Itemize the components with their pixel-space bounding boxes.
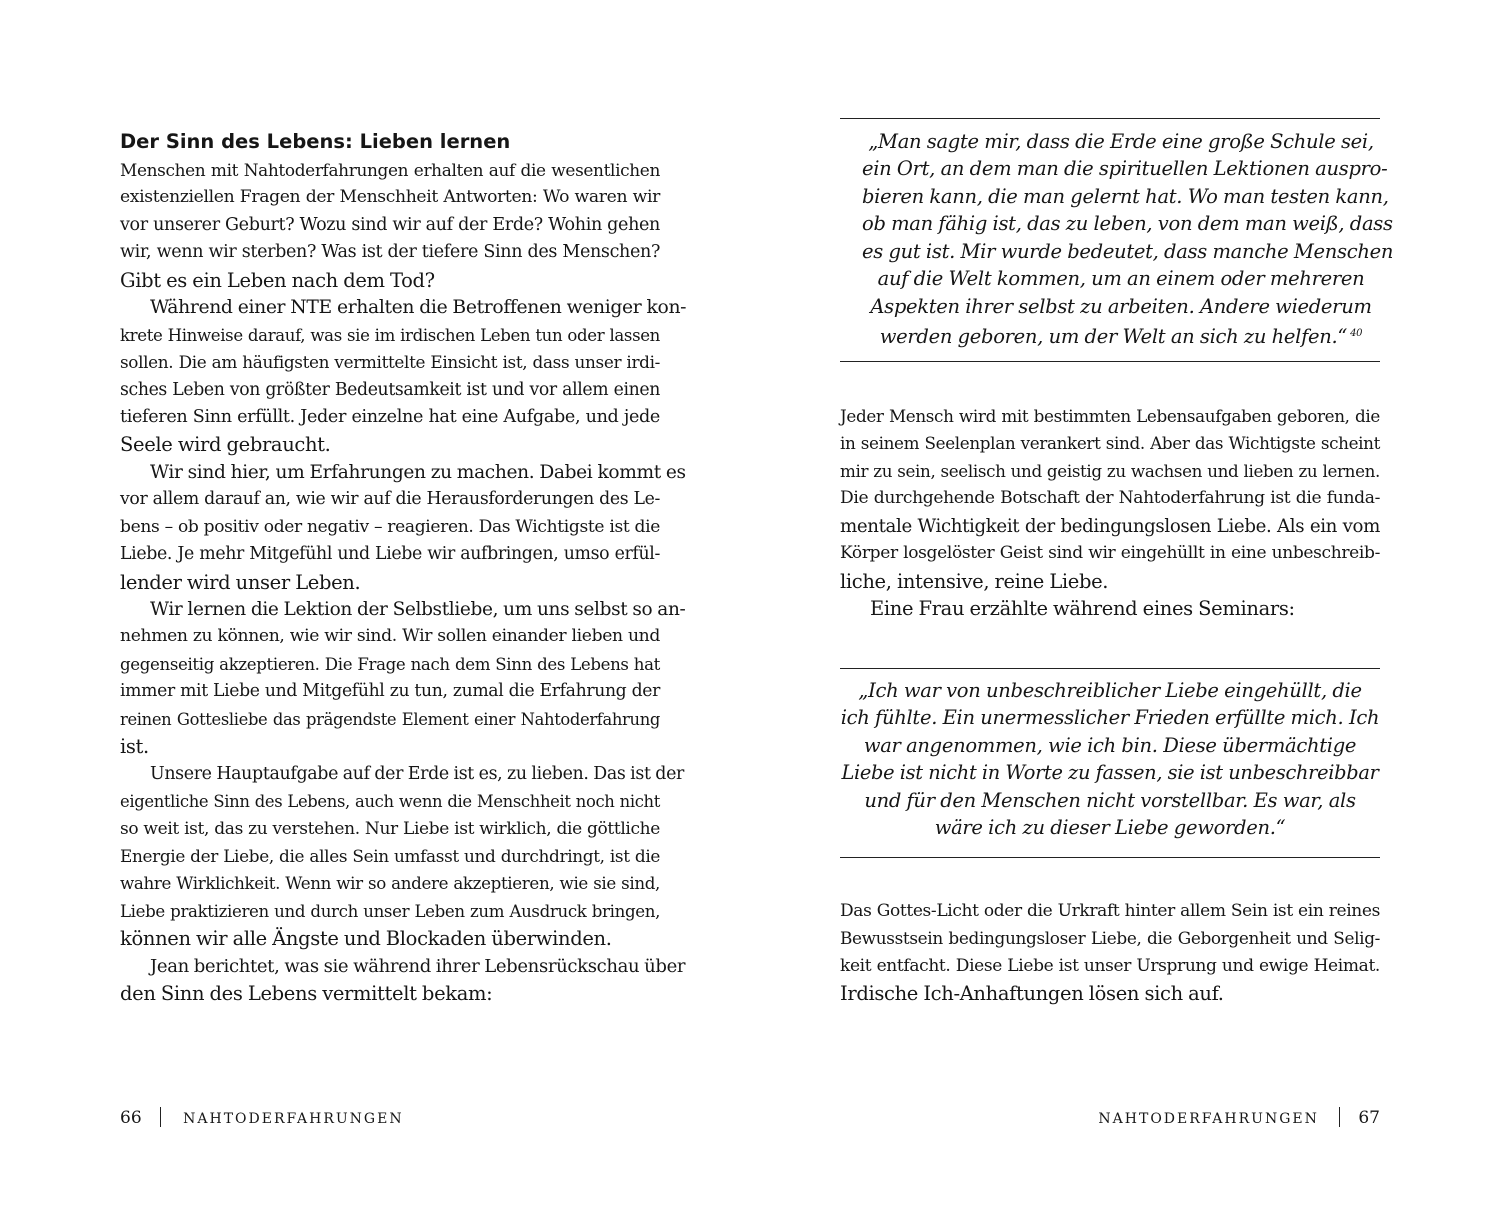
text-line: nehmen zu können, wie wir sind. Wir sollen einander lieben und bbox=[120, 626, 660, 647]
text-line: Irdische Ich-Anhaftungen lösen sich auf. bbox=[840, 982, 1224, 1006]
footer-divider bbox=[1339, 1107, 1341, 1127]
text-line: Wir lernen die Lektion der Selbstliebe, um uns selbst so an- bbox=[150, 599, 686, 620]
text-line: wir, wenn wir sterben? Was ist der tiefere Sinn des Menschen? bbox=[120, 242, 660, 263]
page-footer bbox=[1098, 1107, 1380, 1130]
text-line: Unsere Hauptaufgabe auf der Erde ist es, zu lieben. Das ist der bbox=[150, 763, 684, 784]
quote-line: ein Ort, an dem man die spirituellen Lektionen auspro- bbox=[862, 157, 1388, 181]
paragraph bbox=[840, 898, 1380, 1008]
text-line: Energie der Liebe, die alles Sein umfasst und durchdringt, ist die bbox=[120, 845, 660, 866]
text-line: mentale Wichtigkeit der bedingungslosen Liebe. Als ein vom bbox=[840, 515, 1380, 537]
block-quote bbox=[840, 118, 1394, 362]
text-line: gegenseitig akzeptieren. Die Frage nach dem Sinn des Lebens hat bbox=[120, 654, 660, 674]
paragraph bbox=[840, 595, 1380, 622]
quote-line-text: werden geboren, um der Welt an sich zu helfen.“ bbox=[879, 325, 1348, 349]
text-line: können wir alle Ängste und Blockaden überwinden. bbox=[120, 927, 612, 951]
text-line: Jeder Mensch wird mit bestimmten Lebensaufgaben geboren, die bbox=[840, 406, 1380, 426]
text-line: reinen Gottesliebe das prägendste Element einer Nahtoderfahrung bbox=[120, 709, 660, 729]
footer-divider bbox=[160, 1107, 162, 1127]
quote-text bbox=[840, 669, 1380, 842]
text-line: Liebe. Je mehr Mitgefühl und Liebe wir aufbringen, umso erfül- bbox=[120, 544, 660, 565]
text-line: vor allem darauf an, wie wir auf die Herausforderungen des Le- bbox=[120, 489, 660, 510]
text-line: krete Hinweise darauf, was sie im irdischen Leben tun oder lassen bbox=[120, 325, 660, 345]
text-line: bens – ob positiv oder negativ – reagieren. Das Wichtigste ist die bbox=[120, 516, 660, 537]
page-number: 67 bbox=[1358, 1108, 1380, 1128]
text-line: den Sinn des Lebens vermittelt bekam: bbox=[120, 982, 493, 1006]
paragraph bbox=[120, 953, 686, 1008]
page-number: 66 bbox=[120, 1108, 142, 1128]
running-head: NAHTODERFAHRUNGEN bbox=[1098, 1111, 1319, 1127]
right-body-text-1 bbox=[840, 403, 1380, 623]
text-line: Liebe praktizieren und durch unser Leben zum Ausdruck bringen, bbox=[120, 901, 660, 921]
quote-line: auf die Welt kommen, um an einem oder mehreren bbox=[877, 267, 1365, 291]
block-quote bbox=[840, 668, 1380, 858]
paragraph bbox=[120, 294, 687, 459]
section-heading: Der Sinn des Lebens: Lieben lernen bbox=[120, 130, 511, 153]
right-page bbox=[750, 0, 1500, 1230]
paragraph bbox=[120, 157, 660, 294]
text-line: Gibt es ein Leben nach dem Tod? bbox=[120, 268, 435, 292]
text-line: wahre Wirklichkeit. Wenn wir so andere akzeptieren, wie sie sind, bbox=[120, 874, 660, 894]
text-line: Wir sind hier, um Erfahrungen zu machen. Dabei kommt es bbox=[150, 461, 686, 483]
text-line: so weit ist, das zu verstehen. Nur Liebe ist wirklich, die göttliche bbox=[120, 818, 660, 839]
text-line: Bewusstsein bedingungsloser Liebe, die Geborgenheit und Selig- bbox=[840, 928, 1380, 949]
text-line: eigentliche Sinn des Lebens, auch wenn die Menschheit noch nicht bbox=[120, 792, 660, 812]
text-line: sches Leben von größter Bedeutsamkeit ist und vor allem einen bbox=[120, 379, 660, 400]
quote-line: Liebe ist nicht in Worte zu fassen, sie ist unbeschreibbar bbox=[841, 761, 1379, 785]
footnote-marker: 40 bbox=[1350, 328, 1363, 340]
left-body-text bbox=[120, 157, 687, 1008]
quote-line: es gut ist. Mir wurde bedeutet, dass manche Menschen bbox=[862, 239, 1394, 263]
text-line: vor unserer Geburt? Wozu sind wir auf der Erde? Wohin gehen bbox=[120, 214, 660, 235]
paragraph bbox=[840, 403, 1380, 595]
text-line: mir zu sein, seelisch und geistig zu wachsen und lieben zu lernen. bbox=[840, 460, 1380, 481]
text-line: lender wird unser Leben. bbox=[120, 570, 361, 594]
text-line: Körper losgelöster Geist sind wir eingehüllt in eine unbeschreib- bbox=[840, 543, 1380, 564]
text-line: Menschen mit Nahtoderfahrungen erhalten auf die wesentlichen bbox=[120, 160, 660, 180]
text-line: Jean berichtet, was sie während ihrer Lebensrückschau über bbox=[150, 955, 686, 977]
page-footer bbox=[120, 1107, 404, 1130]
text-line: ist. bbox=[120, 735, 149, 759]
quote-text bbox=[840, 119, 1394, 349]
text-line: keit entfacht. Diese Liebe ist unser Ursprung und ewige Heimat. bbox=[840, 955, 1380, 976]
text-line: Die durchgehende Botschaft der Nahtoderfahrung ist die funda- bbox=[840, 488, 1380, 509]
text-line: Während einer NTE erhalten die Betroffenen weniger kon- bbox=[150, 297, 687, 319]
quote-line-last bbox=[862, 320, 1380, 347]
text-line: in seinem Seelenplan verankert sind. Aber das Wichtigste scheint bbox=[840, 433, 1380, 454]
quote-line: bieren kann, die man gelernt hat. Wo man testen kann, bbox=[862, 184, 1389, 208]
quote-line: war angenommen, wie ich bin. Diese übermächtige bbox=[863, 733, 1357, 757]
quote-line: „Man sagte mir, dass die Erde eine große Schule sei, bbox=[868, 130, 1374, 153]
quote-line: ich fühlte. Ein unermesslicher Frieden erfüllte mich. Ich bbox=[840, 706, 1380, 730]
paragraph bbox=[120, 459, 686, 596]
paragraph bbox=[120, 596, 686, 761]
quote-line: „Ich war von unbeschreiblicher Liebe eingehüllt, die bbox=[858, 679, 1362, 702]
paragraph bbox=[120, 761, 684, 953]
text-line: sollen. Die am häufigsten vermittelte Einsicht ist, dass unser irdi- bbox=[120, 352, 660, 373]
text-line: tieferen Sinn erfüllt. Jeder einzelne hat eine Aufgabe, und jede bbox=[120, 406, 660, 427]
quote-line: und für den Menschen nicht vorstellbar. Es war, als bbox=[864, 788, 1356, 812]
running-head: NAHTODERFAHRUNGEN bbox=[183, 1111, 404, 1127]
text-line: Eine Frau erzählte während eines Seminars: bbox=[870, 597, 1295, 621]
text-line: Seele wird gebraucht. bbox=[120, 433, 331, 457]
quote-line: wäre ich zu dieser Liebe geworden.“ bbox=[934, 816, 1286, 840]
text-line: Das Gottes-Licht oder die Urkraft hinter allem Sein ist ein reines bbox=[840, 901, 1380, 921]
quote-line: Aspekten ihrer selbst zu arbeiten. Andere wiederum bbox=[870, 294, 1372, 318]
text-line: existenziellen Fragen der Menschheit Antworten: Wo waren wir bbox=[120, 187, 660, 208]
text-line: immer mit Liebe und Mitgefühl zu tun, zumal die Erfahrung der bbox=[120, 681, 660, 702]
quote-line: ob man fähig ist, das zu leben, von dem man weiß, dass bbox=[862, 212, 1393, 236]
text-line: liche, intensive, reine Liebe. bbox=[840, 569, 1109, 593]
right-body-text-2 bbox=[840, 898, 1380, 1008]
